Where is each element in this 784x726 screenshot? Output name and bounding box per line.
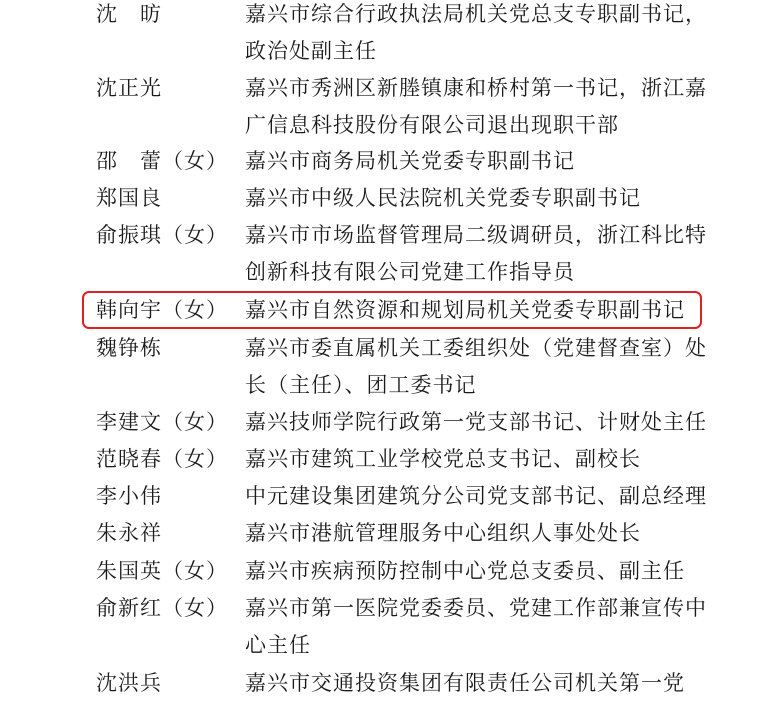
person-title bbox=[245, 70, 707, 144]
person-name: 李建文（女） bbox=[96, 410, 228, 434]
person-title bbox=[245, 217, 707, 291]
person-name: 俞振琪（女） bbox=[96, 223, 228, 247]
person-title bbox=[245, 0, 707, 70]
person-name: 韩向宇（女） bbox=[96, 298, 228, 322]
person-name: 朱永祥 bbox=[96, 521, 162, 545]
title-line: 嘉兴市第一医院党委委员、党建工作部兼宣传中 bbox=[245, 596, 707, 620]
person-name: 李小伟 bbox=[96, 484, 162, 508]
person-title bbox=[245, 590, 707, 664]
title-line: 嘉兴市市场监督管理局二级调研员，浙江科比特 bbox=[245, 223, 707, 247]
title-line: 嘉兴市交通投资集团有限责任公司机关第一党 bbox=[245, 671, 685, 695]
person-title bbox=[245, 143, 690, 180]
title-line: 嘉兴市港航管理服务中心组织人事处处长 bbox=[245, 521, 641, 545]
person-name: 郑国良 bbox=[96, 186, 162, 210]
person-title bbox=[245, 180, 690, 217]
title-line: 嘉兴市疾病预防控制中心党总支委员、副主任 bbox=[245, 559, 685, 583]
title-line: 嘉兴市建筑工业学校党总支书记、副校长 bbox=[245, 447, 641, 471]
person-name: 俞新红（女） bbox=[96, 596, 228, 620]
title-line: 嘉兴市自然资源和规划局机关党委专职副书记 bbox=[245, 298, 685, 322]
title-line: 政治处副主任 bbox=[245, 39, 377, 63]
title-line: 长（主任）、团工委书记 bbox=[245, 373, 477, 397]
person-title bbox=[245, 404, 707, 441]
highlight-box bbox=[82, 291, 702, 329]
person-name: 沈 昉 bbox=[96, 2, 162, 26]
person-title bbox=[245, 515, 690, 552]
person-name: 邵 蕾（女） bbox=[96, 149, 228, 173]
title-line: 嘉兴技师学院行政第一党支部书记、计财处主任 bbox=[245, 410, 707, 434]
person-title bbox=[245, 330, 707, 404]
person-title bbox=[245, 441, 690, 478]
title-line: 嘉兴市委直属机关工委组织处（党建督查室）处 bbox=[245, 336, 707, 360]
title-line: 心主任 bbox=[245, 633, 311, 657]
title-line: 嘉兴市秀洲区新塍镇康和桥村第一书记，浙江嘉 bbox=[245, 76, 707, 100]
person-title bbox=[245, 478, 707, 515]
person-name: 朱国英（女） bbox=[96, 559, 228, 583]
person-name: 魏铮栋 bbox=[96, 336, 162, 360]
person-name: 沈洪兵 bbox=[96, 671, 162, 695]
title-line: 嘉兴市综合行政执法局机关党总支专职副书记， bbox=[245, 2, 707, 26]
title-line: 广信息科技股份有限公司退出现职干部 bbox=[245, 113, 619, 137]
title-line: 中元建设集团建筑分公司党支部书记、副总经理 bbox=[245, 484, 707, 508]
title-line: 创新科技有限公司党建工作指导员 bbox=[245, 260, 575, 284]
person-name: 范晓春（女） bbox=[96, 447, 228, 471]
person-title bbox=[245, 553, 690, 590]
person-title bbox=[245, 665, 690, 702]
title-line: 嘉兴市商务局机关党委专职副书记 bbox=[245, 149, 575, 173]
person-name: 沈正光 bbox=[96, 76, 162, 100]
title-line: 嘉兴市中级人民法院机关党委专职副书记 bbox=[245, 186, 641, 210]
